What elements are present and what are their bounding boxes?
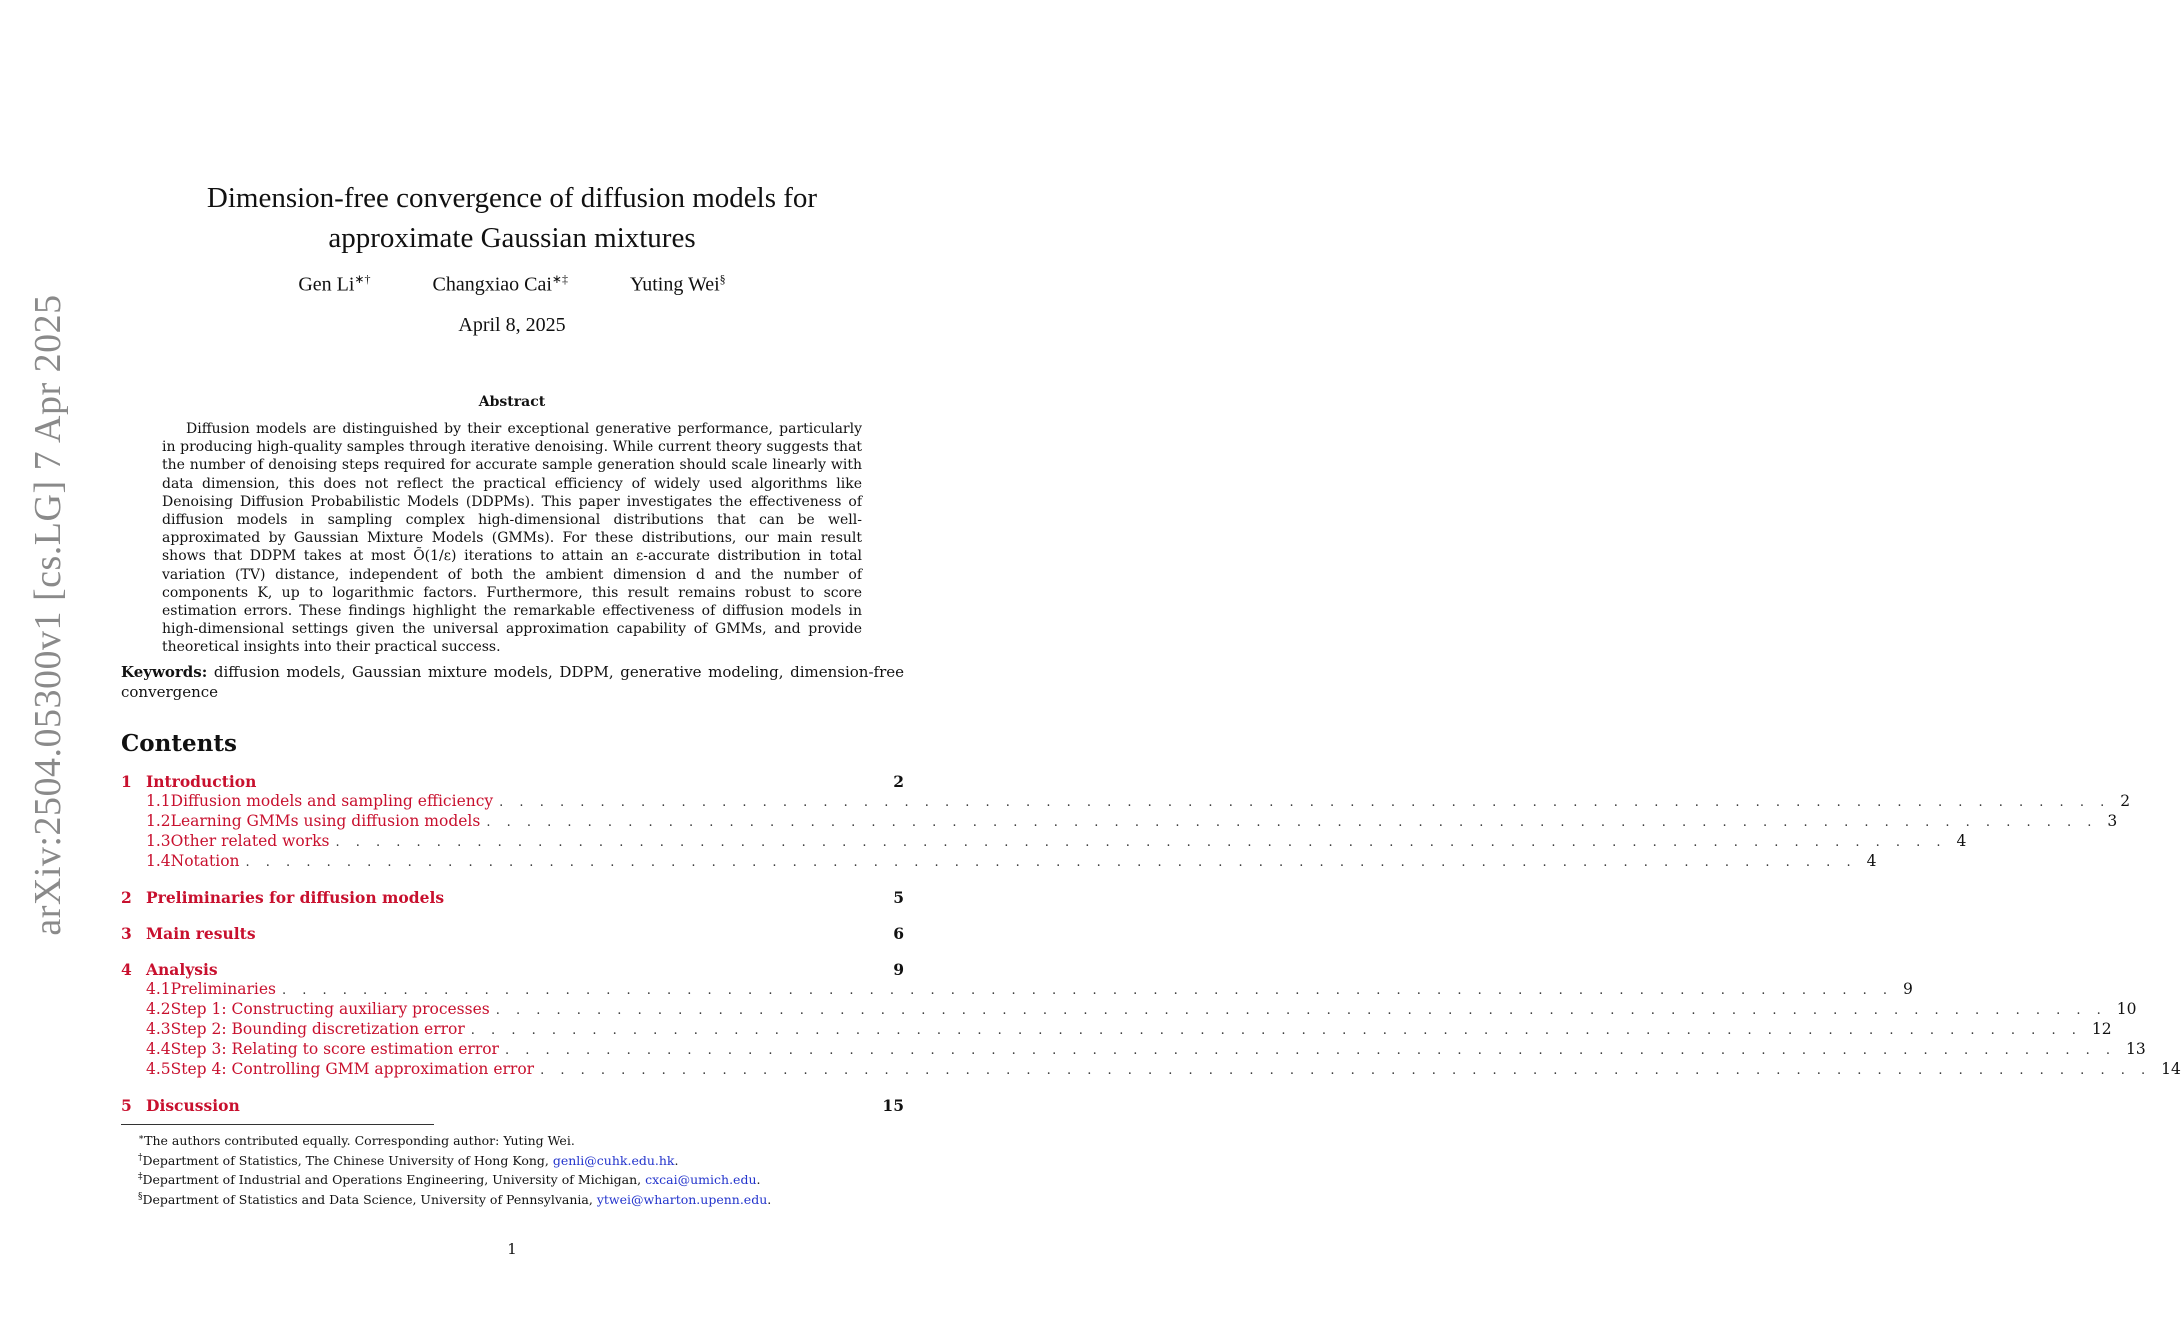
toc-subsection-link[interactable] [121, 1000, 2137, 1020]
arxiv-sidebar-stamp [18, 294, 78, 936]
toc-subsection-link[interactable] [121, 980, 1913, 1000]
toc-subsection-link[interactable] [121, 1020, 2112, 1040]
toc-subsection-number: 4.1 [146, 980, 171, 998]
toc-subsection-number: 1.1 [146, 792, 171, 810]
author: Gen Li∗† [298, 272, 371, 296]
toc-section-page: 2 [893, 772, 904, 791]
toc-subsection-title: Step 2: Bounding discretization error [170, 1020, 465, 1038]
toc-subsection-title: Learning GMMs using diffusion models [170, 812, 481, 830]
toc-leader-dots: . . . . . . . . . . . . . . . . . . . . . . . . . . . . . . . . . . . . . . . . . . . . . . . . . . . . . . . . . . . . . . . . . . . . . . . . . . . . . . . . [540, 1063, 2152, 1078]
paper-title [160, 178, 864, 258]
toc-section-number: 5 [121, 1096, 132, 1115]
email-link[interactable]: cxcai@umich.edu [645, 1172, 757, 1188]
footnote-text: Department of Statistics, The Chinese University of Hong Kong, [142, 1152, 553, 1168]
toc-subsection-page: 3 [2107, 812, 2118, 830]
toc-section-page: 15 [882, 1096, 904, 1115]
contents-heading: Contents [121, 730, 237, 757]
keywords-text: diffusion models, Gaussian mixture models, DDPM, generative modeling, dimension-free convergence [121, 663, 904, 701]
toc-subsection-page: 10 [2116, 1000, 2137, 1018]
author-list [160, 272, 864, 297]
toc-subsection-page: 9 [1903, 980, 1913, 998]
email-link[interactable]: genli@cuhk.edu.hk [552, 1152, 675, 1168]
toc-section-number: 4 [121, 960, 132, 979]
toc-subsection-page: 13 [2126, 1040, 2146, 1058]
arxiv-identifier: arXiv:2504.05300v1 [cs.LG] 7 Apr 2025 [27, 294, 69, 936]
toc-section-link[interactable] [121, 772, 904, 792]
toc-leader-dots: . . . . . . . . . . . . . . . . . . . . . . . . . . . . . . . . . . . . . . . . . . . . . . . . . . . . . . . . . . . . . . . . . . . . . . . . . . . . . . . . [470, 1023, 2082, 1038]
toc-subsection-title: Preliminaries [170, 980, 276, 998]
toc-section-link[interactable] [121, 1096, 904, 1116]
footnote [138, 1130, 898, 1150]
toc-leader-dots: . . . . . . . . . . . . . . . . . . . . . . . . . . . . . . . . . . . . . . . . . . . . . . . . . . . . . . . . . . . . . . . . . . . . . . . . . . . . . . . . [281, 983, 1894, 998]
toc-gap [121, 944, 904, 960]
toc-section-page: 5 [893, 888, 904, 907]
toc-section-number: 1 [121, 772, 132, 791]
footnote-mark: † [138, 1152, 143, 1163]
author: Yuting Wei§ [629, 272, 726, 296]
toc-section-page: 9 [893, 960, 904, 979]
toc-subsection-page: 12 [2091, 1020, 2112, 1038]
abstract-body: Diffusion models are distinguished by their exceptional generative performance, particularly in producing high-quality samples through iterative denoising. While current theory suggests that the number of denoising steps required for accurate sample generation should scale linearly with data dimension, this does not reflect the practical efficiency of widely used algorithms like Denoising Diffusion Probabilistic Models (DDPMs). This paper investigates the effectiveness of diffusion models in sampling complex high-dimensional distributions that can be well-approximated by Gaussian Mixture Models (GMMs). For these distributions, our main result shows that DDPM takes at most Õ(1/ε) iterations to attain an ε-accurate distribution in total variation (TV) distance, independent of both the ambient dimension d and the number of components K, up to logarithmic factors. Furthermore, this result remains robust to score estimation errors. These findings highlight the remarkable effectiveness of diffusion models in high-dimensional settings given the universal approximation capability of GMMs, and provide theoretical insights into their practical success. [162, 421, 862, 656]
toc-subsection-number: 4.4 [146, 1040, 171, 1058]
toc-subsection-title: Diffusion models and sampling efficiency [170, 792, 494, 810]
footnote-text: Department of Statistics and Data Science, University of Pennsylvania, [142, 1192, 597, 1208]
toc-leader-dots: . . . . . . . . . . . . . . . . . . . . . . . . . . . . . . . . . . . . . . . . . . . . . . . . . . . . . . . . . . . . . . . . . . . . . . . . . . . . . . . . [335, 835, 1947, 850]
title-line-1: Dimension-free convergence of diffusion models for [206, 182, 818, 214]
toc-subsection-page: 4 [1956, 832, 1967, 850]
toc-gap [121, 908, 904, 924]
toc-leader-dots: . . . . . . . . . . . . . . . . . . . . . . . . . . . . . . . . . . . . . . . . . . . . . . . . . . . . . . . . . . . . . . . . . . . . . . . . . . . . . . . . [504, 1043, 2117, 1058]
toc-section-title: Analysis [146, 960, 218, 979]
toc-section-title: Main results [146, 924, 256, 943]
footnote-mark: § [138, 1191, 143, 1202]
toc-subsection-page: 14 [2161, 1060, 2181, 1078]
toc-subsection-page: 2 [2120, 792, 2131, 810]
toc-section-title: Introduction [146, 772, 257, 791]
toc-subsection-link[interactable] [121, 792, 2131, 812]
publication-date: April 8, 2025 [458, 314, 566, 336]
toc-leader-dots: . . . . . . . . . . . . . . . . . . . . . . . . . . . . . . . . . . . . . . . . . . . . . . . . . . . . . . . . . . . . . . . . . . . . . . . . . . . . . . . . [486, 815, 2098, 830]
toc-leader-dots: . . . . . . . . . . . . . . . . . . . . . . . . . . . . . . . . . . . . . . . . . . . . . . . . . . . . . . . . . . . . . . . . . . . . . . . . . . . . . . . . [499, 795, 2111, 810]
toc-section-title: Preliminaries for diffusion models [146, 888, 445, 907]
toc-section-title: Discussion [146, 1096, 240, 1115]
toc-gap [121, 1080, 904, 1096]
toc-subsection-number: 1.4 [146, 852, 171, 870]
toc-subsection-number: 4.5 [146, 1060, 171, 1078]
footnote-text: Department of Industrial and Operations Engineering, University of Michigan, [142, 1172, 646, 1188]
keywords [121, 662, 904, 702]
toc-subsection-link[interactable] [121, 812, 2118, 832]
toc-section-link[interactable] [121, 960, 904, 980]
toc-gap [121, 872, 904, 888]
abstract-heading: Abstract [478, 394, 546, 410]
toc-subsection-link[interactable] [121, 1040, 2146, 1060]
toc-subsection-title: Step 3: Relating to score estimation error [170, 1040, 499, 1058]
toc-subsection-link[interactable] [121, 832, 1967, 852]
page-number: 1 [507, 1240, 517, 1258]
keywords-label: Keywords: [121, 663, 208, 681]
toc-section-link[interactable] [121, 924, 904, 944]
toc-section-number: 3 [121, 924, 132, 943]
toc-subsection-link[interactable] [121, 1060, 2181, 1080]
toc-subsection-link[interactable] [121, 852, 1877, 872]
footnotes [138, 1130, 898, 1209]
toc-section-number: 2 [121, 888, 132, 907]
toc-subsection-number: 4.3 [146, 1020, 171, 1038]
email-link[interactable]: ytwei@wharton.upenn.edu [596, 1192, 768, 1208]
toc-subsection-title: Other related works [170, 832, 330, 850]
toc-subsection-number: 1.3 [146, 832, 171, 850]
footnote-text: The authors contributed equally. Corresponding author: Yuting Wei. [144, 1133, 575, 1149]
footnote: †Department of Statistics, The Chinese University of Hong Kong, genli@cuhk.edu.hk. [138, 1152, 679, 1168]
toc-leader-dots: . . . . . . . . . . . . . . . . . . . . . . . . . . . . . . . . . . . . . . . . . . . . . . . . . . . . . . . . . . . . . . . . . . . . . . . . . . . . . . . . [245, 855, 1857, 870]
toc-section-link[interactable] [121, 888, 904, 908]
toc-subsection-title: Step 1: Constructing auxiliary processes [170, 1000, 490, 1018]
author: Changxiao Cai∗‡ [432, 272, 568, 296]
title-line-2: approximate Gaussian mixtures [328, 222, 696, 254]
footnote: §Department of Statistics and Data Science, University of Pennsylvania, ytwei@wharton.upenn.edu. [138, 1191, 772, 1208]
toc-section-page: 6 [893, 924, 904, 943]
footnote: ‡Department of Industrial and Operations Engineering, University of Michigan, cxcai@umich.edu. [138, 1172, 761, 1188]
footnote-mark: ∗ [138, 1133, 145, 1143]
toc-leader-dots: . . . . . . . . . . . . . . . . . . . . . . . . . . . . . . . . . . . . . . . . . . . . . . . . . . . . . . . . . . . . . . . . . . . . . . . . . . . . . . . . [495, 1003, 2107, 1018]
toc-subsection-title: Notation [170, 852, 240, 870]
table-of-contents [121, 772, 2181, 1116]
toc-subsection-page: 4 [1866, 852, 1877, 870]
toc-subsection-title: Step 4: Controlling GMM approximation error [170, 1060, 535, 1078]
toc-subsection-number: 1.2 [146, 812, 171, 830]
footnote-mark: ‡ [138, 1172, 143, 1183]
toc-subsection-number: 4.2 [146, 1000, 171, 1018]
footnote-rule [121, 1124, 434, 1125]
